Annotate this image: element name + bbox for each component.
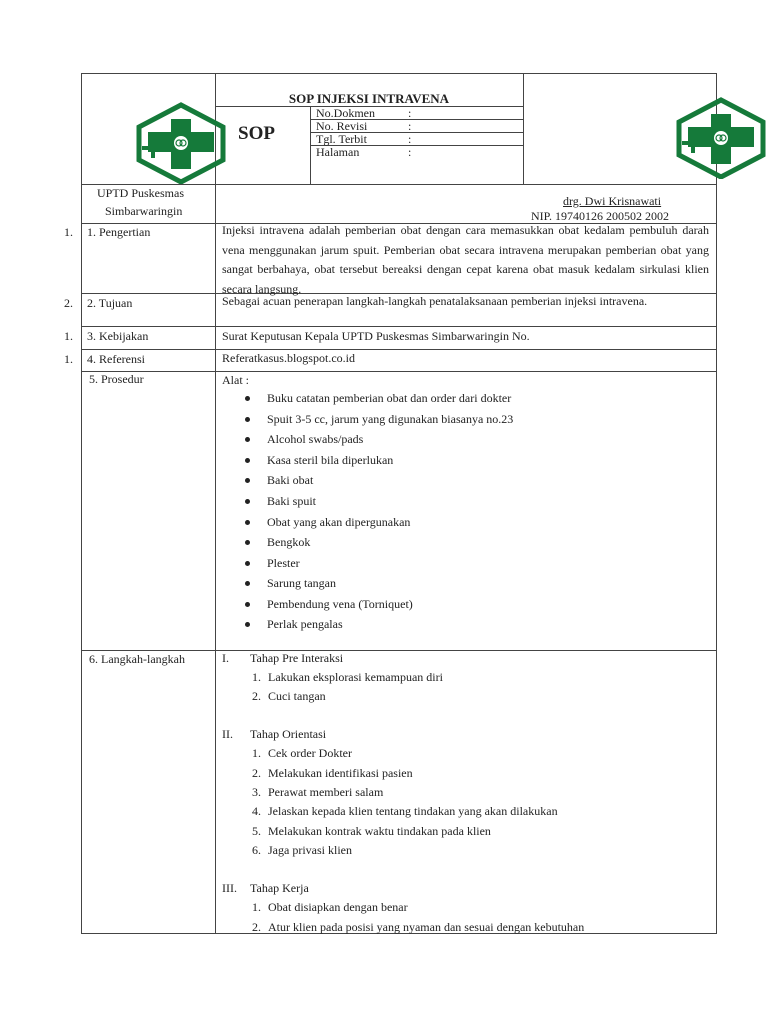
sop-document: SOP INJEKSI INTRAVENA SOP No.Dokmen : No. Revisi : Tgl. Terbit : Halaman : UPTD Puskesmas Simbarwaringin drg. Dwi Krisnawati NIP. 19740126 200502 2002 1. 2. 1. 1. 1. Pengertian 2. Tujuan 3. Kebijakan 4. Referensi 5. Prosedur 6. Langkah-langkah Injeksi intravena adalah pemberian obat dengan cara memasukkan obat kedalam pembuluh darah vena menggunakan jarum spuit. Pemberian obat secara intravena merupakan pemberian obat yang sangat berbahaya, obat tersebut bereaksi dengan cepat karena obat masuk kedalam sirkulasi klien secara langsung. Sebagai acuan penerapan langkah-langkah penatalaksanaan pemberian injeksi intravena. Surat Keputusan Kepala UPTD Puskesmas Simbarwaringin No. Referatkasus.blogspot.co.id Alat : Buku catatan pemberian obat dan order dari dokter Spuit 3-5 cc, jarum yang digunakan biasanya no.23 Alcohol swabs/pads Kasa steril bila diperlukan Baki obat Baki spuit Obat yang akan dipergunakan Bengkok Plester Sarung tangan Pembendung vena (Torniquet) Perlak pengalas I. Tahap Pre Interaksi 1. Lakukan eksplorasi kemampuan diri 2. Cuci tangan II. Tahap Orientasi 1. Cek order Dokter 2. Melakukan identifikasi pasien 3. Perawat memberi salam 4. Jelaskan kepada klien tentang tindakan yang akan dilakukan 5. Melakukan kontrak waktu tindakan pada klien 6. Jaga privasi klien III. Tahap Kerja 1. Obat disiapkan dengan benar 2. Atur klien pada posisi yang nyaman dan sesuai dengan kebutuhan bbox=[0, 0, 768, 1024]
field-label-tgl-terbit: Tgl. Terbit bbox=[316, 132, 367, 146]
frame-left bbox=[81, 73, 82, 934]
bullet-icon bbox=[245, 417, 250, 422]
section-marker: 1. bbox=[64, 329, 73, 343]
alat-heading: Alat : bbox=[222, 373, 249, 387]
kebijakan-text: Surat Keputusan Kepala UPTD Puskesmas Simbarwaringin No. bbox=[222, 329, 530, 343]
label-kebijakan: 3. Kebijakan bbox=[87, 329, 149, 343]
stage-title: Tahap Orientasi bbox=[250, 727, 327, 741]
signer-name: drg. Dwi Krisnawati bbox=[563, 194, 662, 208]
bullet-icon bbox=[245, 458, 250, 463]
tujuan-text: Sebagai acuan penerapan langkah-langkah penatalaksanaan pemberian injeksi intravena. bbox=[222, 294, 648, 308]
bullet-icon bbox=[245, 437, 250, 442]
frame-right bbox=[716, 73, 717, 934]
pengertian-text: Injeksi intravena adalah pemberian obat dengan cara memasukkan obat kedalam pembuluh darah vena menggunakan jarum spuit. Pemberian obat secara intravena merupakan pemberian obat yang sangat berbahaya, obat tersebut bereaksi dengan cepat karena obat masuk kedalam sirkulasi klien secara langsung. bbox=[222, 223, 709, 296]
puskesmas-logo-left bbox=[136, 102, 226, 184]
sop-label: SOP bbox=[238, 123, 275, 144]
row-divider bbox=[81, 650, 717, 651]
bullet-icon bbox=[245, 396, 250, 401]
column-divider bbox=[215, 73, 216, 934]
bullet-icon bbox=[245, 622, 250, 627]
bullet-icon bbox=[245, 602, 250, 607]
bullet-icon bbox=[245, 478, 250, 483]
bullet-icon bbox=[245, 581, 250, 586]
field-label-no-revisi: No. Revisi bbox=[316, 119, 368, 133]
section-marker: 2. bbox=[64, 296, 73, 310]
stage-title: Tahap Pre Interaksi bbox=[250, 651, 344, 665]
stage-roman: I. bbox=[222, 651, 229, 665]
label-pengertian: 1. Pengertian bbox=[87, 225, 151, 239]
field-label-no-dokmen: No.Dokmen bbox=[316, 106, 375, 120]
stage-roman: III. bbox=[222, 881, 237, 895]
stage-roman: II. bbox=[222, 727, 233, 741]
stage-title: Tahap Kerja bbox=[250, 881, 309, 895]
label-referensi: 4. Referensi bbox=[87, 352, 145, 366]
row-divider bbox=[81, 326, 717, 327]
field-label-halaman: Halaman bbox=[316, 145, 360, 159]
label-prosedur: 5. Prosedur bbox=[89, 372, 144, 386]
organization-location: Simbarwaringin bbox=[105, 204, 183, 218]
field-sep: : bbox=[408, 132, 412, 146]
bullet-icon bbox=[245, 540, 250, 545]
section-marker: 1. bbox=[64, 225, 73, 239]
field-sep: : bbox=[408, 145, 412, 159]
bullet-icon bbox=[245, 561, 250, 566]
section-marker: 1. bbox=[64, 352, 73, 366]
row-divider bbox=[81, 349, 717, 350]
puskesmas-logo-right bbox=[676, 97, 766, 179]
field-sep: : bbox=[408, 106, 412, 120]
referensi-text: Referatkasus.blogspot.co.id bbox=[222, 351, 355, 365]
label-langkah: 6. Langkah-langkah bbox=[89, 652, 185, 666]
field-sep: : bbox=[408, 119, 412, 133]
bullet-icon bbox=[245, 499, 250, 504]
row-divider bbox=[81, 371, 717, 372]
organization-name: UPTD Puskesmas bbox=[97, 186, 185, 200]
header-divider-right bbox=[523, 73, 524, 185]
frame-top bbox=[81, 73, 717, 74]
bullet-icon bbox=[245, 520, 250, 525]
label-tujuan: 2. Tujuan bbox=[87, 296, 133, 310]
signer-nip: NIP. 19740126 200502 2002 bbox=[531, 209, 670, 223]
document-title: SOP INJEKSI INTRAVENA bbox=[288, 91, 450, 106]
